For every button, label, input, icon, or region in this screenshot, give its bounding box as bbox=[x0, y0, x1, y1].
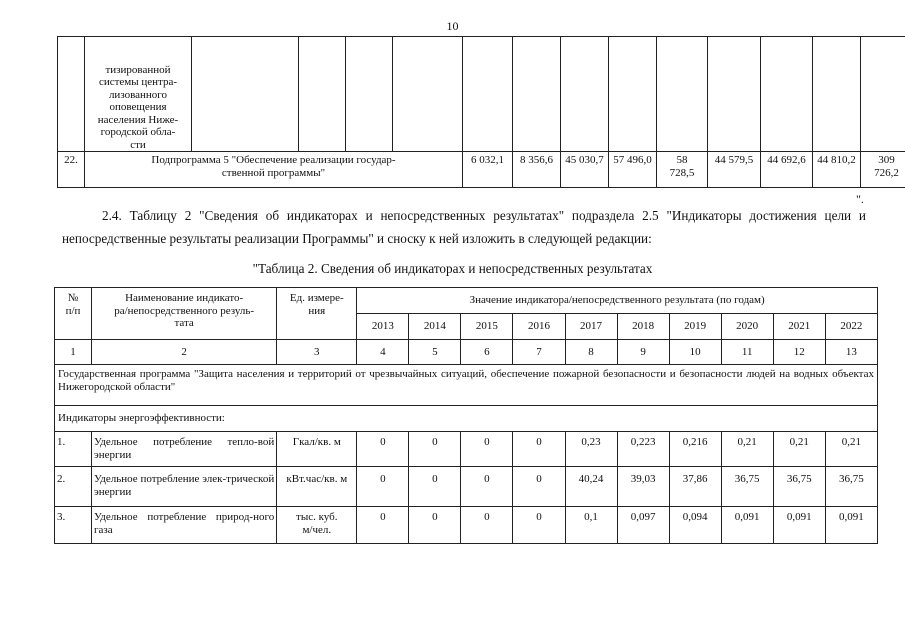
t2-year: 2021 bbox=[773, 314, 825, 340]
t2-value: 40,24 bbox=[565, 467, 617, 507]
t2-value: 0,21 bbox=[773, 432, 825, 467]
t2-value: 36,75 bbox=[825, 467, 877, 507]
t1-cont-line: населения Ниже- bbox=[97, 113, 179, 126]
t1-cell bbox=[299, 37, 346, 152]
t2-value: 0,21 bbox=[825, 432, 877, 467]
t2-header-values: Значение индикатора/непосредственного результата (по годам) bbox=[357, 288, 878, 314]
t2-value: 0,091 bbox=[721, 507, 773, 544]
t2-section-title: Индикаторы энергоэффективности: bbox=[55, 406, 878, 432]
table2-header-row bbox=[55, 288, 878, 314]
t1-value: 8 356,6 bbox=[513, 152, 561, 188]
t2-colnum: 2 bbox=[92, 340, 277, 365]
t2-value: 0 bbox=[409, 467, 461, 507]
t1-value: 45 030,7 bbox=[561, 152, 609, 188]
t2-colnum: 13 bbox=[825, 340, 877, 365]
t2-year: 2014 bbox=[409, 314, 461, 340]
t2-year: 2018 bbox=[617, 314, 669, 340]
t2-colnum: 12 bbox=[773, 340, 825, 365]
t2-year: 2019 bbox=[669, 314, 721, 340]
t2-value: 0,091 bbox=[773, 507, 825, 544]
t1-row-name-line: Подпрограмма 5 "Обеспечение реализации государ- bbox=[151, 154, 396, 166]
t1-cont-line: сти bbox=[130, 138, 146, 151]
t1-row-name-line: ственной программы" bbox=[221, 166, 326, 179]
table1-continuation bbox=[57, 36, 905, 188]
t1-cell bbox=[346, 37, 393, 152]
t1-value: 309 726,2 bbox=[861, 152, 905, 188]
t2-value: 0 bbox=[357, 432, 409, 467]
t1-value: 44 810,2 bbox=[813, 152, 861, 188]
t2-value: 0,094 bbox=[669, 507, 721, 544]
t1-cell bbox=[861, 37, 905, 152]
t2-value: 0 bbox=[513, 432, 565, 467]
t2-row-num: 2. bbox=[55, 467, 92, 507]
t1-cell bbox=[561, 37, 609, 152]
table2-program-row bbox=[55, 365, 878, 406]
t2-value: 0 bbox=[357, 467, 409, 507]
t2-colnum: 7 bbox=[513, 340, 565, 365]
t2-value: 0,23 bbox=[565, 432, 617, 467]
t2-value: 0 bbox=[461, 467, 513, 507]
t1-value: 6 032,1 bbox=[463, 152, 513, 188]
t1-cell bbox=[761, 37, 813, 152]
t2-value: 0 bbox=[513, 507, 565, 544]
t2-row-name: Удельное потребление элек-трической энергии bbox=[92, 467, 277, 507]
t2-value: 36,75 bbox=[773, 467, 825, 507]
t2-colnum: 5 bbox=[409, 340, 461, 365]
t2-year: 2022 bbox=[825, 314, 877, 340]
t2-year: 2013 bbox=[357, 314, 409, 340]
t1-cont-line: системы центра- bbox=[98, 76, 178, 88]
t2-colnum: 10 bbox=[669, 340, 721, 365]
t2-colnum: 6 bbox=[461, 340, 513, 365]
t2-value: 0,21 bbox=[721, 432, 773, 467]
t2-value: 0 bbox=[461, 432, 513, 467]
t1-cont-line: городской обла- bbox=[100, 126, 176, 138]
t2-value: 0 bbox=[461, 507, 513, 544]
t2-program-title: Государственная программа "Защита населения и территорий от чрезвычайных ситуаций, обеспечение пожарной безопасности и безопасности людей на водных объектах Нижегородской области" bbox=[55, 365, 878, 406]
t2-value: 37,86 bbox=[669, 467, 721, 507]
t2-row-num: 1. bbox=[55, 432, 92, 467]
t2-value: 0,097 bbox=[617, 507, 669, 544]
table2-section-row bbox=[55, 406, 878, 432]
t2-colnum: 8 bbox=[565, 340, 617, 365]
t2-value: 36,75 bbox=[721, 467, 773, 507]
t1-cont-line: тизированной bbox=[105, 63, 171, 76]
t2-row-unit: кВт.час/кв. м bbox=[277, 467, 357, 507]
table2-row bbox=[55, 432, 878, 467]
t1-cell bbox=[609, 37, 657, 152]
t2-row-num: 3. bbox=[55, 507, 92, 544]
t2-colnum: 4 bbox=[357, 340, 409, 365]
table1-cont-row bbox=[58, 37, 905, 152]
t2-value: 0 bbox=[409, 507, 461, 544]
t2-colnum: 3 bbox=[277, 340, 357, 365]
t1-cell bbox=[813, 37, 861, 152]
t1-cell bbox=[463, 37, 513, 152]
t2-value: 39,03 bbox=[617, 467, 669, 507]
t2-value: 0,1 bbox=[565, 507, 617, 544]
t2-value: 0 bbox=[513, 467, 565, 507]
t1-cell bbox=[708, 37, 761, 152]
t1-cell bbox=[58, 37, 85, 152]
t1-value: 58 728,5 bbox=[657, 152, 708, 188]
t2-year: 2017 bbox=[565, 314, 617, 340]
t1-cont-name bbox=[85, 37, 192, 152]
t2-header-num: № п/п bbox=[55, 288, 92, 340]
t1-value: 44 579,5 bbox=[708, 152, 761, 188]
t1-value: 44 692,6 bbox=[761, 152, 813, 188]
t2-header-name: Наименование индикато- ра/непосредственного резуль- тата bbox=[92, 288, 277, 340]
t2-year: 2015 bbox=[461, 314, 513, 340]
table2-row bbox=[55, 467, 878, 507]
t2-colnum: 9 bbox=[617, 340, 669, 365]
table2-colnum-row bbox=[55, 340, 878, 365]
t1-row-num: 22. bbox=[58, 152, 85, 188]
t1-value: 57 496,0 bbox=[609, 152, 657, 188]
t1-cell bbox=[513, 37, 561, 152]
t2-value: 0,091 bbox=[825, 507, 877, 544]
closing-quote: ". bbox=[856, 192, 864, 206]
t2-value: 0,223 bbox=[617, 432, 669, 467]
t1-cell bbox=[192, 37, 299, 152]
page-number: 10 bbox=[446, 19, 459, 33]
table2-caption: "Таблица 2. Сведения об индикаторах и непосредственных результатах bbox=[252, 261, 653, 276]
t2-value: 0,216 bbox=[669, 432, 721, 467]
t1-cont-line: оповещения bbox=[109, 101, 167, 113]
amendment-paragraph: 2.4. Таблицу 2 "Сведения об индикаторах и непосредственных результатах" подраздела 2.5 "Индикаторы достижения цели и непосредственные результаты реализации Программы" и сноску к ней изложить в следующей редакции: bbox=[62, 208, 866, 246]
t2-colnum: 11 bbox=[721, 340, 773, 365]
t1-cont-line: лизованного bbox=[108, 88, 168, 101]
t1-row-name bbox=[85, 152, 463, 188]
table2-indicators bbox=[54, 287, 878, 544]
t2-header-unit: Ед. измере- ния bbox=[277, 288, 357, 340]
t2-value: 0 bbox=[357, 507, 409, 544]
t2-colnum: 1 bbox=[55, 340, 92, 365]
t2-row-name: Удельное потребление тепло-вой энергии bbox=[92, 432, 277, 467]
t2-year: 2016 bbox=[513, 314, 565, 340]
t1-cell bbox=[393, 37, 463, 152]
table2-row bbox=[55, 507, 878, 544]
t2-value: 0 bbox=[409, 432, 461, 467]
t2-row-unit: Гкал/кв. м bbox=[277, 432, 357, 467]
table1-row-22 bbox=[58, 152, 905, 188]
t2-year: 2020 bbox=[721, 314, 773, 340]
t2-row-name: Удельное потребление природ-ного газа bbox=[92, 507, 277, 544]
t1-cell bbox=[657, 37, 708, 152]
t2-row-unit: тыс. куб. м/чел. bbox=[277, 507, 357, 544]
